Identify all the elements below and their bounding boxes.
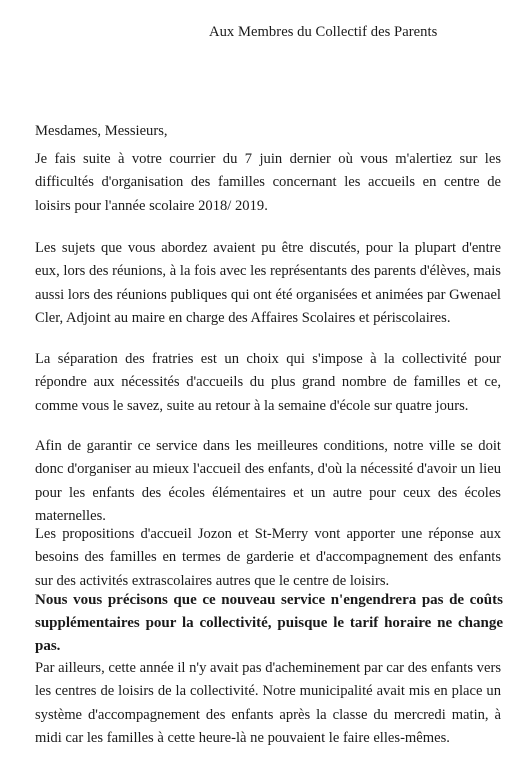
paragraph-acheminement: Par ailleurs, cette année il n'y avait pas d'acheminement par car des enfants vers les centres de loisirs de la collectivité. Notre municipalité avait mis en place un système d'accompagnement des enfants après la classe du mercredi matin, à midi car les familles à cette heure-là ne pouvaient le faire elles-mêmes. bbox=[35, 660, 501, 746]
recipient-line: Aux Membres du Collectif des Parents bbox=[209, 24, 438, 40]
paragraph-courrier-reference: Je fais suite à votre courrier du 7 juin dernier où vous m'alertiez sur les difficultés d'organisation des familles concernant les accueils en centre de loisirs pour l'année scolaire 2018/ 2019. bbox=[35, 151, 501, 214]
paragraph-separation-fratries: La séparation des fratries est un choix qui s'impose à la collectivité pour répondre aux nécessités d'accueils du plus grand nombre de familles et ce, comme vous le savez, suite au retour à la semaine d'école sur quatre jours. bbox=[35, 351, 501, 414]
paragraph-bold-cout: Nous vous précisons que ce nouveau service n'engendrera pas de coûts supplémentaires pour la collectivité, puisque le tarif horaire ne change pas. bbox=[35, 592, 503, 654]
paragraph-garantir-service: Afin de garantir ce service dans les meilleures conditions, notre ville se doit donc d'organiser au mieux l'accueil des enfants, d'où la nécessité d'avoir un lieu pour les enfants des écoles élémentaires et un autre pour ceux des écoles maternelles. bbox=[35, 438, 501, 524]
salutation: Mesdames, Messieurs, bbox=[35, 123, 168, 139]
paragraph-propositions-accueil: Les propositions d'accueil Jozon et St-Merry vont apporter une réponse aux besoins des familles en termes de garderie et d'accompagnement des enfants sur des activités extrascolaires autres que le centre de loisirs. bbox=[35, 526, 501, 589]
paragraph-sujets-discutes: Les sujets que vous abordez avaient pu être discutés, pour la plupart d'entre eux, lors des réunions, à la fois avec les représentants des parents d'élèves, mais aussi lors des réunions publiques qui ont été organisées et animées par Gwenael Cler, Adjoint au maire en charge des Affaires Scolaires et périscolaires. bbox=[35, 240, 501, 326]
